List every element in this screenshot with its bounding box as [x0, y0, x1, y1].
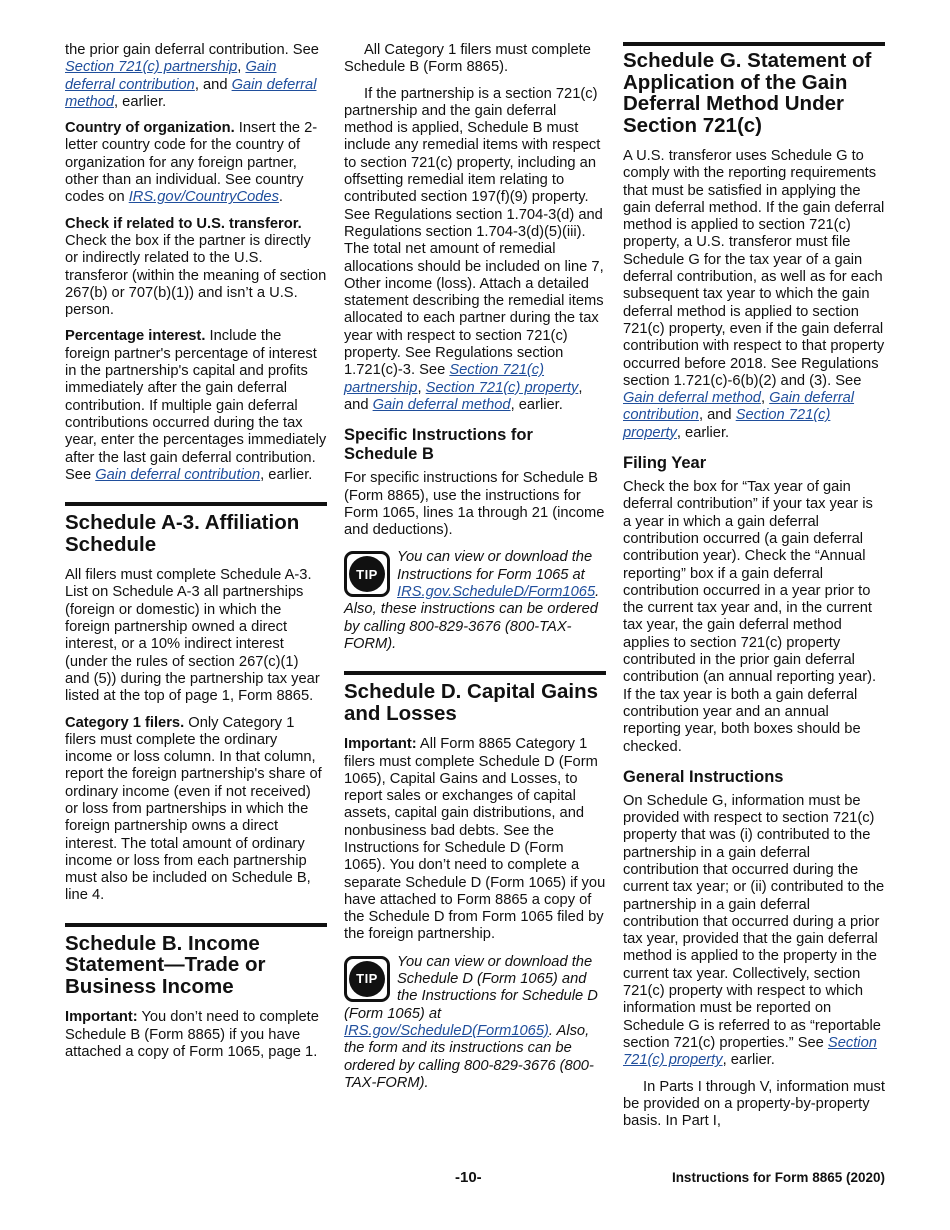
run-in-heading: Important:	[65, 1009, 138, 1026]
tip-icon-label: TIP	[349, 961, 385, 997]
footer-title: Instructions for Form 8865 (2020)	[671, 1170, 885, 1185]
section-heading-schedule-g: Schedule G. Statement of Application of the Gain Deferral Method Under Section 721(c)	[623, 42, 885, 136]
link-gain-deferral-method[interactable]: Gain deferral method	[372, 396, 511, 413]
link-gain-deferral-method[interactable]: Gain deferral method	[65, 76, 317, 110]
run-in-heading: Percentage interest.	[65, 328, 206, 345]
paragraph: Check the box for “Tax year of gain deferral contribution” if your tax year is a year in which a gain deferral contribution occurred (a gain deferral contribution year). Check the “Annual reporting” box if a gain deferral contribution occurred in a year prior to the current tax year and, in the current tax year, the gain deferral method applies to section 721(c) property contributed in the prior gain deferral contribution (an annual reporting year). If the tax year is both a gain deferral contribution year and an annual reporting year, both boxes should be checked.	[623, 479, 877, 755]
tip-icon	[344, 956, 390, 1002]
paragraph-important: Important: You don’t need to complete Schedule B (Form 8865) if you have attached a copy of Form 1065, page 1.	[65, 1009, 319, 1060]
paragraph: On Schedule G, information must be provided with respect to section 721(c) property that was (i) contributed to the partnership in a gain deferral contribution that occurred during the current tax year; or (ii) contributed to the partnership in a gain deferral contribution that occurred during a prior tax year, provided that the gain deferral method is applied to the property in the current tax year. Collectively, section 721(c) property with respect to which information must be reported on Schedule G is referred to as “reportable section 721(c) properties.” See Section 721(c) property, earlier.	[623, 792, 885, 1069]
paragraph: For specific instructions for Schedule B (Form 8865), use the instructions for Form 1065, lines 1a through 21 (income and deductions).	[344, 470, 605, 539]
paragraph-percentage: Percentage interest. Include the foreign partner's percentage of interest in the partnership's capital and profits immediately after the gain deferral contribution. If multiple gain deferral contributions occurred during the tax year, enter the percentages immediately after the last gain deferral contribution. See Gain deferral contribution, earlier.	[65, 328, 327, 483]
link-section-721c-property[interactable]: Section 721(c) property	[623, 407, 831, 441]
link-schedule-d-form1065[interactable]: IRS.gov.ScheduleD/Form1065	[397, 584, 596, 601]
link-schedule-d[interactable]: IRS.gov/ScheduleD(Form1065)	[344, 1022, 549, 1039]
link-section-721c-property[interactable]: Section 721(c) property	[623, 1034, 877, 1069]
link-gain-deferral-contribution[interactable]: Gain deferral contribution	[65, 59, 277, 93]
run-in-heading: Country of organization.	[65, 120, 235, 137]
paragraph: In Parts I through V, information must be provided on a property-by-property basis. In Part I,	[623, 1078, 885, 1130]
paragraph: All filers must complete Schedule A-3. List on Schedule A-3 all partnerships (foreign or domestic) in which the foreign partnership owned a direct interest, or a 10% indirect interest (under the rules of section 267(c)(1) and (5)) during the partnership tax year listed at the top of page 1, Form 8865.	[65, 567, 320, 705]
paragraph: If the partnership is a section 721(c) partnership and the gain deferral method is applied, Schedule B must include any remedial items with respect to section 721(c) property, including an offsetting remedial item relating to contributed section 197(f)(9) property. See Regulations section 1.704-3(d) and Regulations section 1.704-3(d)(5)(iii). The total net amount of remedial allocations should be included on line 7, Other income (loss). Attach a detailed statement describing the remedial items allocated to each partner during the tax year with respect to section 721(c) property. See Regulations section 1.721(c)-3. See Section 721(c) partnership, Section 721(c) property, and Gain deferral method, earlier.	[344, 85, 604, 413]
run-in-heading: Check if related to U.S. transferor.	[65, 215, 302, 232]
column-1	[65, 42, 327, 1070]
tip-box: TIP You can view or download the Instructions for Form 1065 at IRS.gov.ScheduleD/Form1065. Also, these instructions can be ordered by calling 800-829-3676 (800-TAX-FORM).	[344, 549, 600, 652]
run-in-heading: Important:	[344, 736, 417, 753]
paragraph-country: Country of organization. Insert the 2-letter country code for the country of organization for any foreign partner, other than an individual. See country codes on IRS.gov/CountryCodes.	[65, 120, 318, 206]
tip-icon-label: TIP	[349, 556, 385, 592]
section-heading-schedule-d: Schedule D. Capital Gains and Losses	[344, 671, 606, 724]
link-gain-deferral-contribution[interactable]: Gain deferral contribution	[623, 390, 855, 424]
tip-icon	[344, 551, 390, 597]
column-2	[344, 42, 606, 1104]
run-in-heading: Category 1 filers.	[65, 714, 185, 731]
paragraph-important: Important: All Form 8865 Category 1 filers must complete Schedule D (Form 1065), Capital Gains and Losses, to report sales or exchanges of capital assets, capital gain distributions, and nonbusiness bad debts. See the Instructions for Schedule D (Form 1065). You don’t need to complete a separate Schedule D (Form 1065) if you have attached to Form 8865 a copy of the Schedule D from Form 1065 filed by the foreign partnership.	[344, 736, 606, 943]
link-gain-deferral-method[interactable]: Gain deferral method	[623, 390, 761, 407]
subheading-specific-instructions: Specific Instructions for Schedule B	[344, 426, 533, 464]
page-number: -10-	[455, 1169, 482, 1186]
paragraph: All Category 1 filers must complete Schedule B (Form 8865).	[344, 42, 591, 76]
column-3	[623, 42, 885, 1139]
paragraph: A U.S. transferor uses Schedule G to comply with the reporting requirements that must be satisfied in applying the gain deferral method. If the gain deferral method is applied to section 721(c) property, a U.S. transferor must file Schedule G for the tax year of a gain deferral contribution, as well as for each subsequent tax year to which the gain deferral method is applied to section 721(c) property, even if the gain deferral contribution with respect to that property occurred before 2018. See Regulations section 1.721(c)-6(b)(2) and (3). See Gain deferral method, Gain deferral contribution, and Section 721(c) property, earlier.	[623, 148, 885, 441]
link-section-721c-partnership[interactable]: Section 721(c) partnership	[344, 362, 545, 396]
subheading-filing-year: Filing Year	[623, 454, 707, 473]
link-country-codes[interactable]: IRS.gov/CountryCodes	[128, 189, 279, 206]
paragraph: the prior gain deferral contribution. See Section 721(c) partnership, Gain deferral contribution, and Gain deferral method, earlier.	[65, 42, 319, 110]
link-gain-deferral-contribution[interactable]: Gain deferral contribution	[95, 466, 261, 483]
section-heading-schedule-a3: Schedule A-3. Affiliation Schedule	[65, 502, 327, 555]
tip-box: TIP You can view or download the Schedule D (Form 1065) and the Instructions for Schedule D (Form 1065) at IRS.gov/ScheduleD(Form1065). Also, the form and its instructions can be ordered by calling 800-829-3676 (800-TAX-FORM).	[344, 953, 598, 1091]
section-heading-schedule-b: Schedule B. Income Statement—Trade or Business Income	[65, 923, 327, 998]
subheading-general-instructions: General Instructions	[623, 767, 784, 786]
link-section-721c-partnership[interactable]: Section 721(c) partnership	[65, 59, 238, 76]
paragraph-category1: Category 1 filers. Only Category 1 filers must complete the ordinary income or loss column. In that column, report the foreign partnership's share of ordinary income (even if not received) or loss from partnerships in which the foreign partnership owns a direct interest. The total amount of ordinary income or loss from each partnership must also be included on Schedule B, line 4.	[65, 714, 322, 904]
paragraph-related: Check if related to U.S. transferor. Check the box if the partner is directly or indirectly related to the U.S. transferor (within the meaning of section 267(b) or 707(b)(1)) and isn’t a U.S. person.	[65, 215, 327, 319]
link-section-721c-property[interactable]: Section 721(c) property	[425, 379, 579, 396]
